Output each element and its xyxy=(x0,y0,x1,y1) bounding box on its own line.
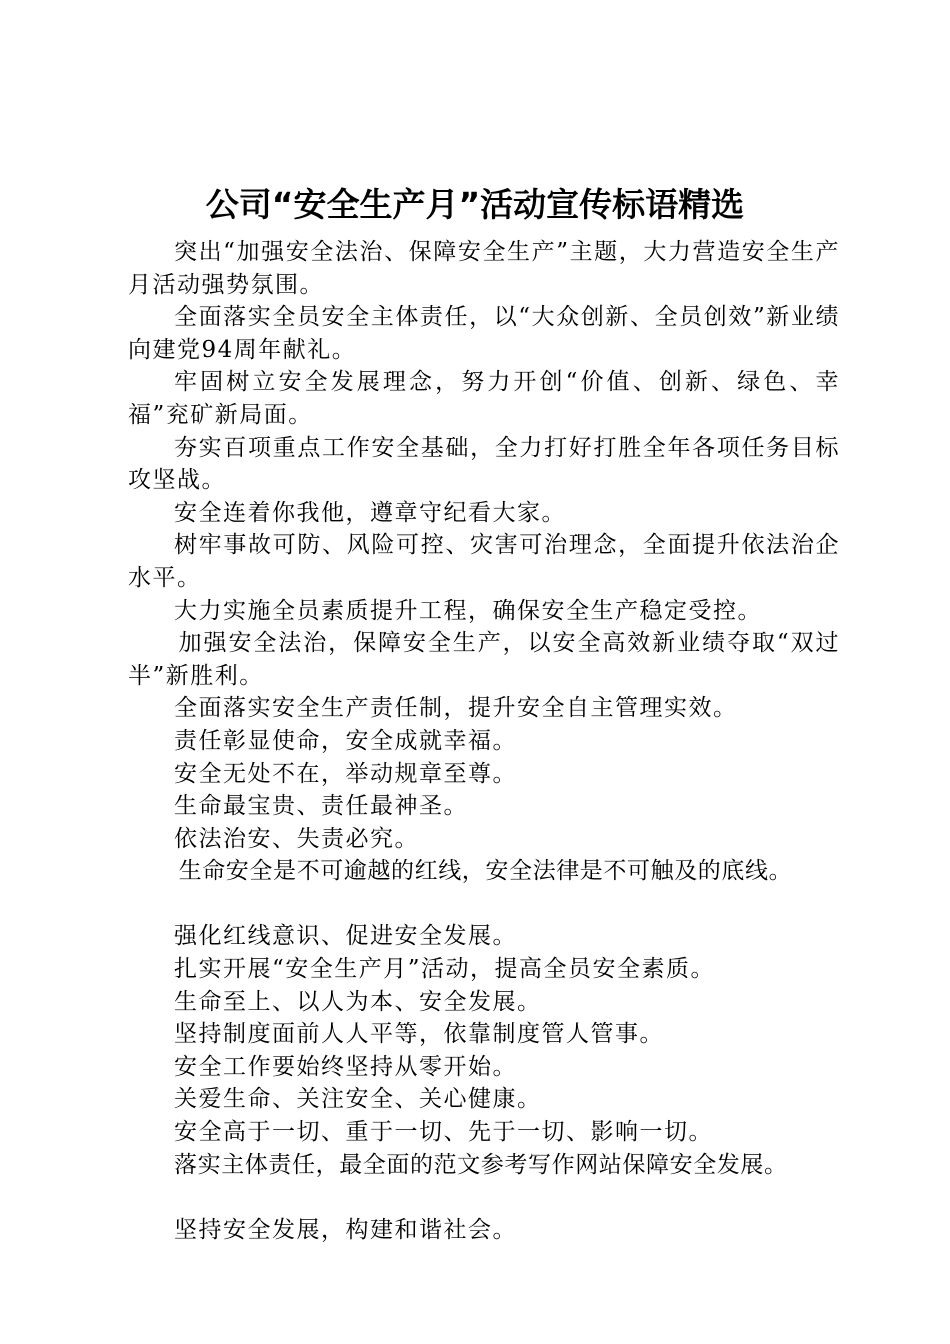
slogan-paragraph: 依法治安、失责必究。 xyxy=(174,825,419,852)
blank-line xyxy=(128,1181,840,1214)
document-body xyxy=(128,236,840,1246)
slogan-paragraph: 安全工作要始终坚持从零开始。 xyxy=(174,1053,517,1080)
slogan-paragraph: 生命安全是不可逾越的红线，安全法律是不可触及的底线。 xyxy=(178,858,793,885)
slogan-paragraph: 大力实施全员素质提升工程，确保安全生产稳定受控。 xyxy=(174,597,762,624)
slogan-paragraph: 牢固树立安全发展理念，努力开创“价值、创新、绿色、幸福”兖矿新局面。 xyxy=(128,369,840,428)
slogan-paragraph: 坚持制度面前人人平等，依靠制度管人管事。 xyxy=(174,1021,664,1048)
blank-line xyxy=(128,888,840,921)
slogan-paragraph: 夯实百项重点工作安全基础，全力打好打胜全年各项任务目标攻坚战。 xyxy=(128,434,840,494)
slogan-paragraph: 安全无处不在，举动规章至尊。 xyxy=(174,760,517,787)
slogan-paragraph: 安全高于一切、重于一切、先于一切、影响一切。 xyxy=(174,1119,713,1146)
slogan-paragraph: 生命至上、以人为本、安全发展。 xyxy=(174,988,542,1015)
slogan-paragraph: 加强安全法治，保障安全生产，以安全高效新业绩夺取“双过半”新胜利。 xyxy=(128,630,840,689)
slogan-paragraph: 扎实开展“安全生产月”活动，提高全员安全素质。 xyxy=(174,956,716,983)
slogan-paragraph: 强化红线意识、促进安全发展。 xyxy=(174,923,517,950)
slogan-paragraph: 坚持安全发展，构建和谐社会。 xyxy=(174,1216,517,1243)
slogan-paragraph: 全面落实全员安全主体责任，以“大众创新、全员创效”新业绩向建党94周年献礼。 xyxy=(128,304,840,363)
slogan-paragraph: 关爱生命、关注安全、关心健康。 xyxy=(174,1086,542,1113)
document-title: 公司“安全生产月”活动宣传标语精选 xyxy=(205,185,745,224)
slogan-paragraph: 生命最宝贵、责任最神圣。 xyxy=(174,793,468,820)
slogan-paragraph: 全面落实安全生产责任制，提升安全自主管理实效。 xyxy=(174,695,738,722)
slogan-paragraph: 树牢事故可防、风险可控、灾害可治理念，全面提升依法治企水平。 xyxy=(128,532,840,591)
slogan-paragraph: 安全连着你我他，遵章守纪看大家。 xyxy=(174,499,566,526)
slogan-paragraph: 责任彰显使命，安全成就幸福。 xyxy=(174,727,517,754)
slogan-paragraph: 突出“加强安全法治、保障安全生产”主题，大力营造安全生产月活动强势氛围。 xyxy=(128,239,840,298)
slogan-paragraph: 落实主体责任，最全面的范文参考写作网站保障安全发展。 xyxy=(174,1151,788,1178)
